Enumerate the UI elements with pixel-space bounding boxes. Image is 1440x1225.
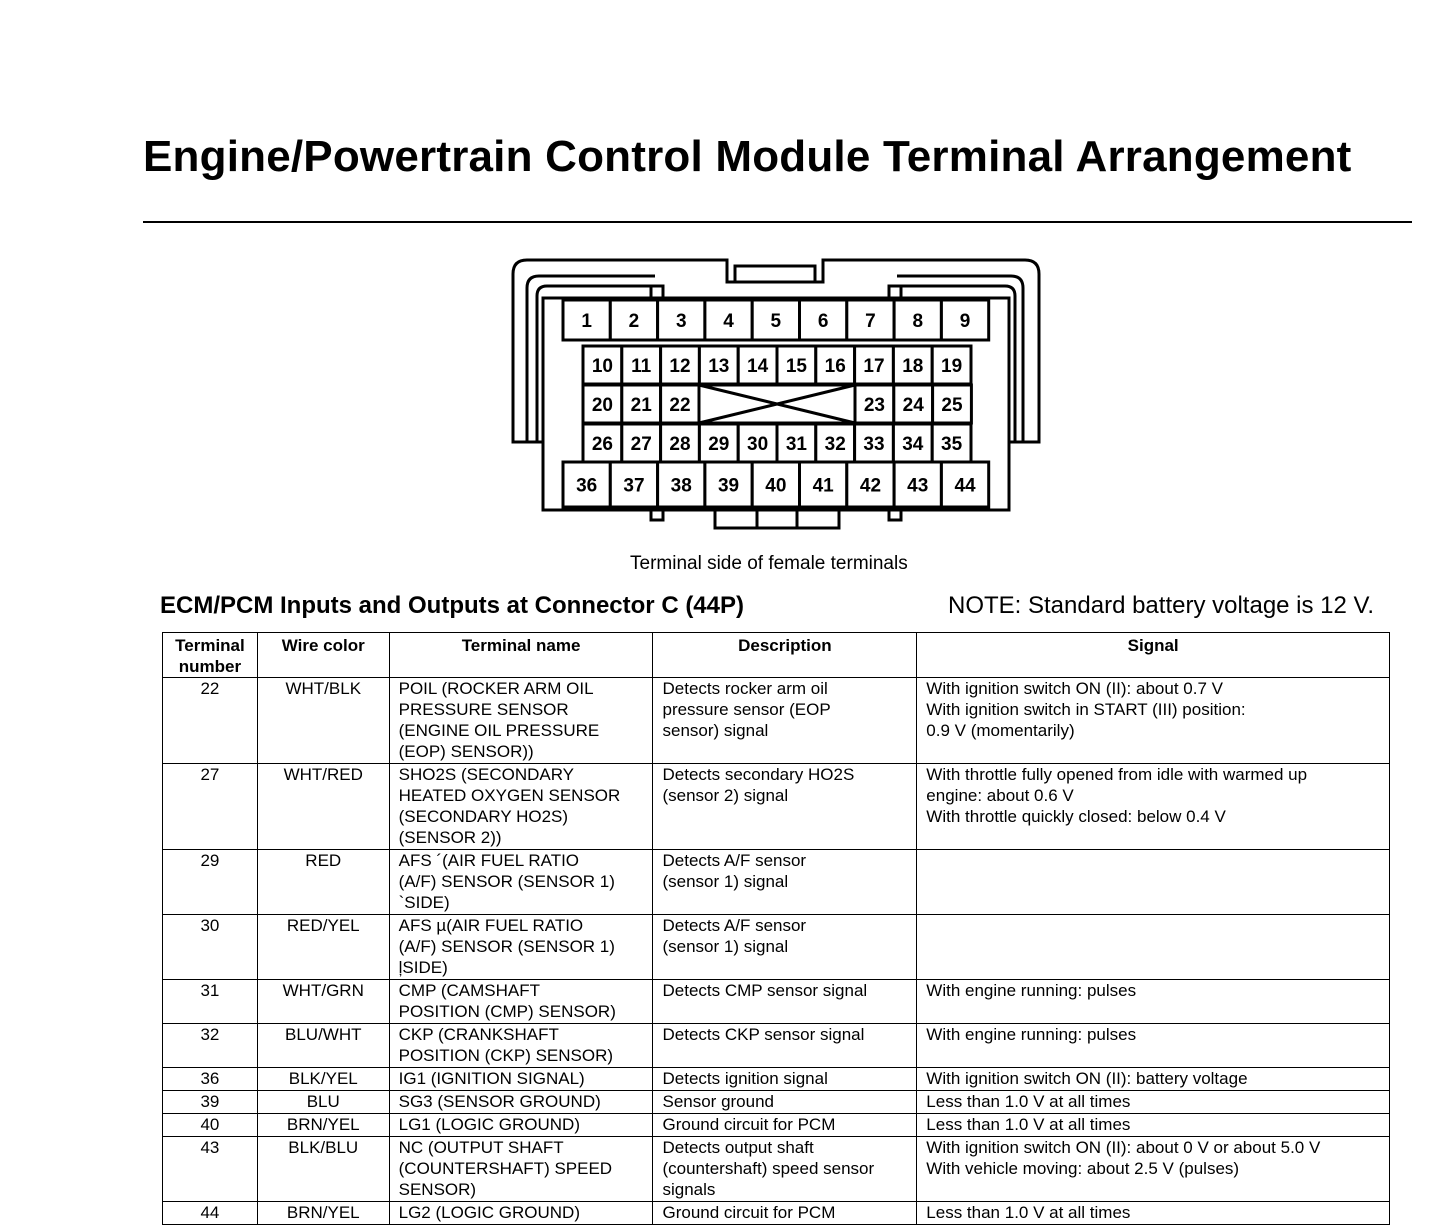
table-row xyxy=(163,850,1390,915)
cell-signal: With ignition switch ON (II): battery voltage xyxy=(917,1068,1390,1091)
cell-wire-color: BRN/YEL xyxy=(257,1114,389,1137)
cell-terminal-name: SG3 (SENSOR GROUND) xyxy=(389,1091,653,1114)
svg-text:8: 8 xyxy=(912,311,924,332)
table-row xyxy=(163,915,1390,980)
cell-signal xyxy=(917,850,1390,915)
connector-pin-12 xyxy=(661,346,700,384)
table-row xyxy=(163,1202,1390,1225)
svg-text:6: 6 xyxy=(817,311,829,332)
cell-description: Detects ignition signal xyxy=(653,1068,917,1091)
cell-terminal-number: 39 xyxy=(163,1091,258,1114)
svg-text:7: 7 xyxy=(865,311,876,332)
connector-pin-18 xyxy=(893,346,932,384)
svg-text:3: 3 xyxy=(675,311,687,332)
connector-pin-24 xyxy=(894,385,933,423)
header-signal: Signal xyxy=(917,633,1390,678)
cell-wire-color: WHT/GRN xyxy=(257,980,389,1024)
svg-text:2: 2 xyxy=(628,311,640,332)
connector-diagram xyxy=(505,252,1045,537)
connector-pin-7 xyxy=(847,300,894,340)
connector-pin-20 xyxy=(583,385,622,423)
svg-text:14: 14 xyxy=(747,356,769,377)
svg-text:34: 34 xyxy=(902,434,924,455)
connector-pin-33 xyxy=(855,424,894,462)
cell-signal xyxy=(917,915,1390,980)
svg-text:4: 4 xyxy=(723,311,734,332)
connector-pin-30 xyxy=(738,424,777,462)
cell-terminal-number: 40 xyxy=(163,1114,258,1137)
cell-wire-color: BRN/YEL xyxy=(257,1202,389,1225)
cell-signal: Less than 1.0 V at all times xyxy=(917,1114,1390,1137)
cell-terminal-name: NC (OUTPUT SHAFT (COUNTERSHAFT) SPEED SENSOR) xyxy=(389,1137,653,1202)
svg-text:11: 11 xyxy=(631,356,652,377)
cell-terminal-name: POIL (ROCKER ARM OIL PRESSURE SENSOR (ENGINE OIL PRESSURE (EOP) SENSOR)) xyxy=(389,678,653,764)
svg-text:33: 33 xyxy=(863,434,885,455)
svg-text:38: 38 xyxy=(670,475,692,497)
svg-text:15: 15 xyxy=(785,356,807,377)
svg-text:9: 9 xyxy=(959,311,971,332)
cell-signal: With throttle fully opened from idle with warmed up engine: about 0.6 V With throttle quickly closed: below 0.4 V xyxy=(917,764,1390,850)
connector-pin-8 xyxy=(894,300,941,340)
cell-terminal-number: 36 xyxy=(163,1068,258,1091)
connector-pin-39 xyxy=(705,462,752,507)
svg-text:27: 27 xyxy=(630,434,652,455)
svg-text:1: 1 xyxy=(581,311,592,332)
connector-pin-9 xyxy=(941,300,988,340)
connector-pin-23 xyxy=(855,385,894,423)
cell-wire-color: BLK/BLU xyxy=(257,1137,389,1202)
cell-terminal-name: CKP (CRANKSHAFT POSITION (CKP) SENSOR) xyxy=(389,1024,653,1068)
svg-text:17: 17 xyxy=(863,356,885,377)
cell-terminal-number: 31 xyxy=(163,980,258,1024)
svg-text:36: 36 xyxy=(576,475,598,497)
cell-signal: With ignition switch ON (II): about 0 V or about 5.0 V With vehicle moving: about 2.5 V (pulses) xyxy=(917,1137,1390,1202)
connector-pin-36 xyxy=(563,462,610,507)
header-description: Description xyxy=(653,633,917,678)
connector-pin-19 xyxy=(932,346,971,384)
connector-pin-41 xyxy=(800,462,847,507)
svg-text:21: 21 xyxy=(630,395,652,416)
svg-text:39: 39 xyxy=(717,475,740,497)
cell-wire-color: RED/YEL xyxy=(257,915,389,980)
connector-pin-43 xyxy=(894,462,941,507)
connector-pin-6 xyxy=(800,300,847,340)
connector-pin-29 xyxy=(699,424,738,462)
cell-signal: With engine running: pulses xyxy=(917,980,1390,1024)
cell-terminal-number: 44 xyxy=(163,1202,258,1225)
svg-text:19: 19 xyxy=(941,356,963,377)
cell-description: Detects output shaft (countershaft) speed sensor signals xyxy=(653,1137,917,1202)
connector-pin-34 xyxy=(893,424,932,462)
svg-text:42: 42 xyxy=(859,475,882,497)
cell-wire-color: BLK/YEL xyxy=(257,1068,389,1091)
table-row xyxy=(163,1137,1390,1202)
cell-terminal-number: 27 xyxy=(163,764,258,850)
cell-terminal-number: 30 xyxy=(163,915,258,980)
connector-pin-27 xyxy=(622,424,661,462)
connector-pin-4 xyxy=(705,300,752,340)
svg-text:23: 23 xyxy=(863,395,885,416)
svg-text:5: 5 xyxy=(770,311,782,332)
cell-terminal-number: 22 xyxy=(163,678,258,764)
connector-pin-28 xyxy=(661,424,700,462)
cell-terminal-name: AFS ´(AIR FUEL RATIO (A/F) SENSOR (SENSOR 1) `SIDE) xyxy=(389,850,653,915)
cell-terminal-number: 43 xyxy=(163,1137,258,1202)
cell-description: Detects CKP sensor signal xyxy=(653,1024,917,1068)
voltage-note: NOTE: Standard battery voltage is 12 V. xyxy=(948,592,1375,619)
connector-pin-3 xyxy=(658,300,705,340)
cell-terminal-name: SHO2S (SECONDARY HEATED OXYGEN SENSOR (SECONDARY HO2S) (SENSOR 2)) xyxy=(389,764,653,850)
svg-text:10: 10 xyxy=(591,356,613,377)
connector-pin-17 xyxy=(855,346,894,384)
cell-description: Ground circuit for PCM xyxy=(653,1202,917,1225)
cell-terminal-name: LG2 (LOGIC GROUND) xyxy=(389,1202,653,1225)
svg-text:35: 35 xyxy=(941,434,963,455)
connector-pin-16 xyxy=(816,346,855,384)
cell-terminal-number: 32 xyxy=(163,1024,258,1068)
cell-description: Detects secondary HO2S (sensor 2) signal xyxy=(653,764,917,850)
header-terminal-name: Terminal name xyxy=(389,633,653,678)
cell-wire-color: WHT/BLK xyxy=(257,678,389,764)
table-row xyxy=(163,1024,1390,1068)
svg-text:29: 29 xyxy=(708,434,730,455)
svg-text:20: 20 xyxy=(591,395,613,416)
svg-text:40: 40 xyxy=(765,475,787,497)
svg-text:26: 26 xyxy=(591,434,613,455)
svg-text:24: 24 xyxy=(902,395,924,416)
connector-pin-32 xyxy=(816,424,855,462)
connector-pin-25 xyxy=(933,385,972,423)
connector-pin-22 xyxy=(661,385,700,423)
svg-text:31: 31 xyxy=(785,434,807,455)
connector-pin-40 xyxy=(752,462,799,507)
cell-description: Sensor ground xyxy=(653,1091,917,1114)
svg-text:32: 32 xyxy=(824,434,846,455)
connector-pin-35 xyxy=(932,424,971,462)
svg-text:41: 41 xyxy=(812,475,834,497)
connector-pin-10 xyxy=(583,346,622,384)
title-divider xyxy=(143,221,1412,223)
cell-wire-color: RED xyxy=(257,850,389,915)
svg-text:43: 43 xyxy=(907,475,929,497)
cell-description: Detects rocker arm oil pressure sensor (EOP sensor) signal xyxy=(653,678,917,764)
cell-description: Detects CMP sensor signal xyxy=(653,980,917,1024)
svg-text:16: 16 xyxy=(824,356,846,377)
connector-pin-42 xyxy=(847,462,894,507)
svg-text:12: 12 xyxy=(669,356,691,377)
connector-pin-2 xyxy=(610,300,657,340)
connector-pin-31 xyxy=(777,424,816,462)
svg-text:44: 44 xyxy=(954,475,976,497)
blank-pin-area xyxy=(699,385,855,423)
cell-terminal-number: 29 xyxy=(163,850,258,915)
page-title: Engine/Powertrain Control Module Terminal Arrangement xyxy=(143,132,1352,181)
cell-description: Detects A/F sensor (sensor 1) signal xyxy=(653,915,917,980)
connector-pin-1 xyxy=(563,300,610,340)
section-subtitle: ECM/PCM Inputs and Outputs at Connector C (44P) xyxy=(160,592,745,619)
header-wire-color: Wire color xyxy=(257,633,389,678)
connector-pin-14 xyxy=(738,346,777,384)
cell-terminal-name: AFS µ(AIR FUEL RATIO (A/F) SENSOR (SENSOR 1) ļSIDE) xyxy=(389,915,653,980)
cell-terminal-name: CMP (CAMSHAFT POSITION (CMP) SENSOR) xyxy=(389,980,653,1024)
svg-text:30: 30 xyxy=(747,434,769,455)
connector-pin-11 xyxy=(622,346,661,384)
table-row xyxy=(163,1091,1390,1114)
connector-key xyxy=(715,510,839,528)
connector-pin-38 xyxy=(658,462,705,507)
svg-text:28: 28 xyxy=(669,434,691,455)
cell-signal: Less than 1.0 V at all times xyxy=(917,1202,1390,1225)
table-row xyxy=(163,678,1390,764)
connector-pin-44 xyxy=(941,462,988,507)
svg-text:13: 13 xyxy=(708,356,730,377)
svg-text:25: 25 xyxy=(941,395,963,416)
cell-signal: With engine running: pulses xyxy=(917,1024,1390,1068)
table-row xyxy=(163,1114,1390,1137)
connector-pin-21 xyxy=(622,385,661,423)
connector-pin-15 xyxy=(777,346,816,384)
cell-signal: With ignition switch ON (II): about 0.7 V With ignition switch in START (III) position: 0.9 V (momentarily) xyxy=(917,678,1390,764)
svg-text:22: 22 xyxy=(669,395,691,416)
cell-wire-color: BLU xyxy=(257,1091,389,1114)
header-terminal-number: Terminal number xyxy=(163,633,258,678)
cell-terminal-name: IG1 (IGNITION SIGNAL) xyxy=(389,1068,653,1091)
cell-wire-color: BLU/WHT xyxy=(257,1024,389,1068)
cell-signal: Less than 1.0 V at all times xyxy=(917,1091,1390,1114)
connector-caption: Terminal side of female terminals xyxy=(630,553,908,574)
svg-text:18: 18 xyxy=(902,356,924,377)
cell-terminal-name: LG1 (LOGIC GROUND) xyxy=(389,1114,653,1137)
cell-description: Detects A/F sensor (sensor 1) signal xyxy=(653,850,917,915)
table-header-row xyxy=(163,633,1390,678)
table-row xyxy=(163,1068,1390,1091)
cell-description: Ground circuit for PCM xyxy=(653,1114,917,1137)
connector-pin-13 xyxy=(699,346,738,384)
connector-pin-5 xyxy=(752,300,799,340)
table-row xyxy=(163,980,1390,1024)
cell-wire-color: WHT/RED xyxy=(257,764,389,850)
connector-pin-37 xyxy=(610,462,657,507)
svg-text:37: 37 xyxy=(623,475,645,497)
terminal-table xyxy=(162,632,1390,1225)
connector-pin-26 xyxy=(583,424,622,462)
table-row xyxy=(163,764,1390,850)
connector-latch xyxy=(735,266,815,282)
